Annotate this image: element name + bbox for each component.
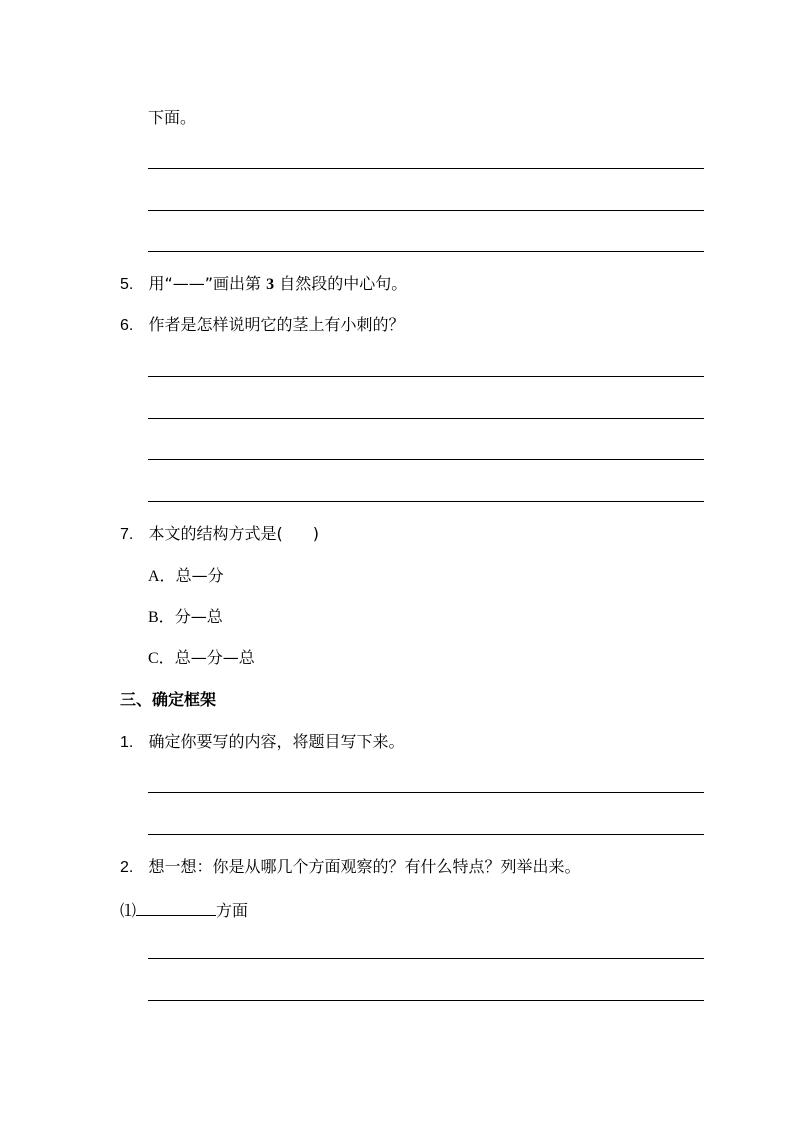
- question-number: 6.: [120, 317, 134, 334]
- item-label: ⑴: [120, 903, 137, 920]
- answer-line[interactable]: [148, 251, 704, 252]
- question-text: 画出第: [213, 274, 262, 293]
- option-a: [148, 566, 224, 587]
- question-number: 7.: [120, 526, 134, 543]
- question-text: 想一想：你是从哪几个方面观察的？有什么特点？列举出来。: [148, 857, 581, 876]
- option-text: 分—总: [174, 607, 223, 626]
- answer-line[interactable]: [148, 958, 704, 959]
- answer-line[interactable]: [148, 168, 704, 169]
- paragraph-number: 3: [266, 276, 275, 293]
- aspect-item-1: [120, 899, 248, 922]
- section3-question-2: [120, 857, 580, 878]
- option-letter: B．: [148, 609, 175, 626]
- answer-line[interactable]: [148, 376, 704, 377]
- item-suffix: 方面: [216, 901, 249, 920]
- option-letter: C．: [148, 650, 175, 667]
- answer-line[interactable]: [148, 792, 704, 793]
- aspect-blank[interactable]: [136, 899, 216, 916]
- question-number: 5.: [120, 276, 134, 293]
- question-text: 本文的结构方式是(: [148, 524, 283, 543]
- answer-line[interactable]: [148, 1000, 704, 1001]
- close-paren: ): [312, 524, 319, 543]
- answer-line[interactable]: [148, 459, 704, 460]
- question-text: 自然段的中心句。: [279, 274, 408, 293]
- question-number: 1.: [120, 734, 134, 751]
- option-text: 总—分: [175, 566, 224, 585]
- option-letter: A．: [148, 568, 176, 585]
- option-c: [148, 648, 255, 669]
- question-text: 作者是怎样说明它的茎上有小刺的？: [148, 315, 405, 334]
- underline-mark: “——”: [164, 274, 214, 293]
- answer-line[interactable]: [148, 834, 704, 835]
- answer-line[interactable]: [148, 418, 704, 419]
- continuation-text: 下面。: [148, 108, 197, 127]
- question-number: 2.: [120, 859, 134, 876]
- question-7: [120, 524, 319, 545]
- question-text: 用: [148, 274, 165, 293]
- option-text: 总—分—总: [174, 648, 255, 667]
- section3-question-1: [120, 732, 404, 753]
- question-5: [120, 274, 407, 295]
- answer-line[interactable]: [148, 501, 704, 502]
- question-6: [120, 315, 404, 336]
- section-title: 三、确定框架: [120, 690, 217, 709]
- question-text: 确定你要写的内容，将题目写下来。: [148, 732, 405, 751]
- option-b: [148, 607, 223, 628]
- answer-line[interactable]: [148, 210, 704, 211]
